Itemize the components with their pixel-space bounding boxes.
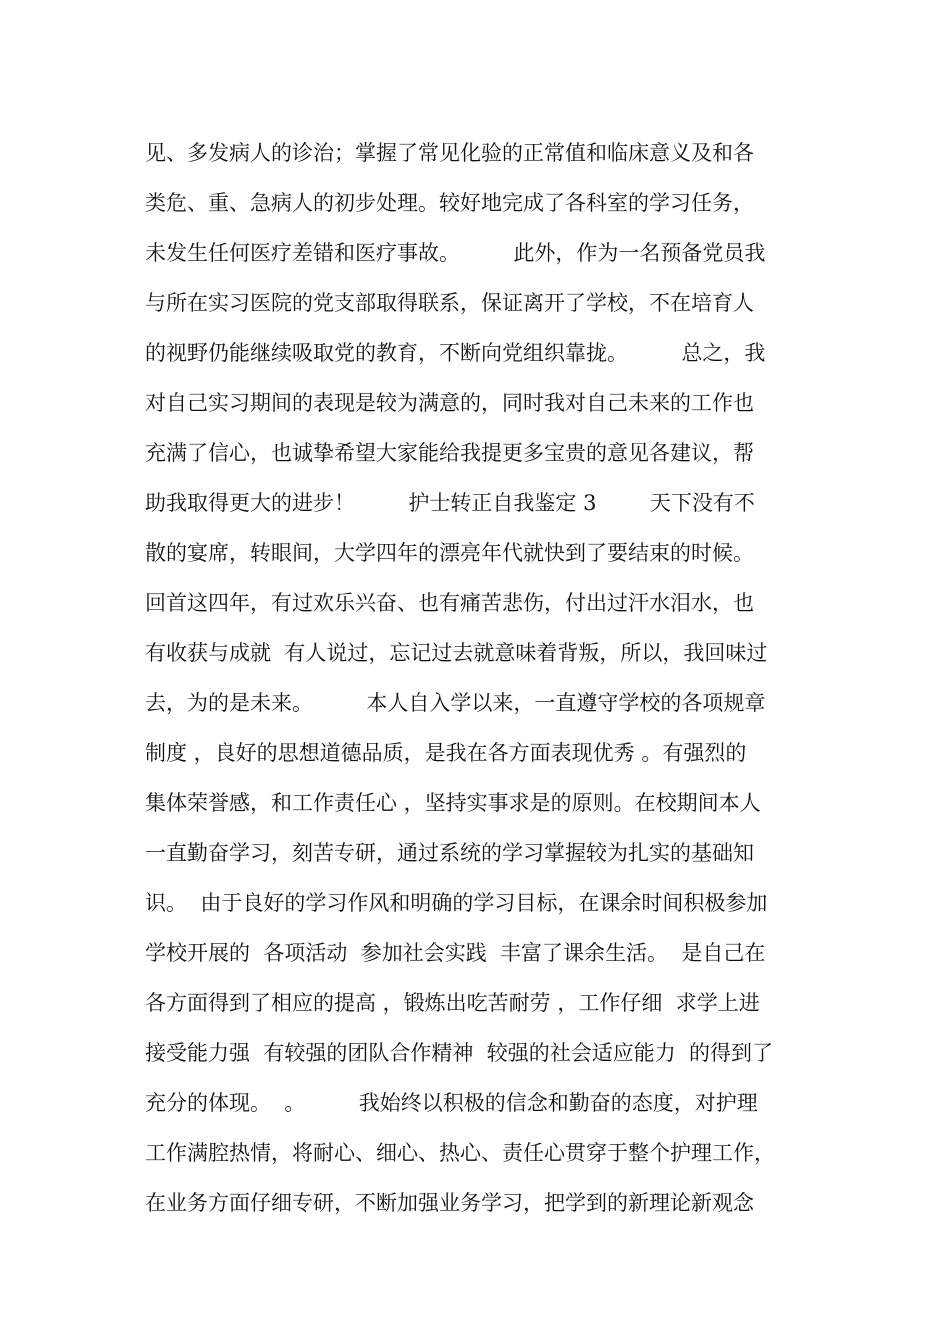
text-line: 在业务方面仔细专研，不断加强业务学习，把学到的新理论新观念	[145, 1191, 754, 1215]
text-line: 识。 由于良好的学习作风和明确的学习目标，在课余时间积极参加	[145, 891, 768, 915]
text-line: 散的宴席，转眼间，大学四年的漂亮年代就快到了要结束的时候。	[145, 541, 754, 565]
text-line: 与所在实习医院的党支部取得联系，保证离开了学校，不在培育人	[145, 291, 754, 315]
text-line: 有收获与成就 有人说过，忘记过去就意味着背叛，所以，我回味过	[145, 641, 768, 665]
text-line: 充满了信心，也诚挚希望大家能给我提更多宝贵的意见各建议，帮	[145, 441, 754, 465]
text-line: 见、多发病人的诊治；掌握了常见化验的正常值和临床意义及和各	[145, 141, 754, 165]
text-line: 的视野仍能继续吸取党的教育，不断向党组织靠拢。 总之，我	[145, 341, 766, 365]
text-line: 制度 ，良好的思想道德品质，是我在各方面表现优秀 。有强烈的	[145, 741, 747, 765]
text-line: 去，为的是未来。 本人自入学以来，一直遵守学校的各项规章	[145, 691, 766, 715]
text-line: 对自己实习期间的表现是较为满意的，同时我对自己未来的工作也	[145, 391, 754, 415]
text-line: 工作满腔热情，将耐心、细心、热心、责任心贯穿于整个护理工作，	[145, 1141, 775, 1165]
text-line: 回首这四年，有过欢乐兴奋、也有痛苦悲伤，付出过汗水泪水，也	[145, 591, 754, 615]
text-line: 学校开展的 各项活动 参加社会实践 丰富了课余生活。 是自己在	[145, 941, 766, 965]
text-line: 助我取得更大的进步！ 护士转正自我鉴定 3 天下没有不	[145, 491, 755, 515]
text-line: 各方面得到了相应的提高 ，锻炼出吃苦耐劳 ，工作仔细 求学上进	[145, 991, 760, 1015]
text-line: 一直勤奋学习，刻苦专研，通过系统的学习掌握较为扎实的基础知	[145, 841, 754, 865]
text-line: 充分的体现。 。 我始终以积极的信念和勤奋的态度，对护理	[145, 1091, 758, 1115]
text-line: 未发生任何医疗差错和医疗事故。 此外，作为一名预备党员我	[145, 241, 766, 265]
text-line: 接受能力强 有较强的团队合作精神 较强的社会适应能力 的得到了	[145, 1041, 774, 1065]
text-line: 集体荣誉感，和工作责任心 ，坚持实事求是的原则。在校期间本人	[145, 791, 761, 815]
body-text	[145, 128, 835, 1228]
text-line: 类危、重、急病人的初步处理。较好地完成了各科室的学习任务，	[145, 191, 754, 215]
